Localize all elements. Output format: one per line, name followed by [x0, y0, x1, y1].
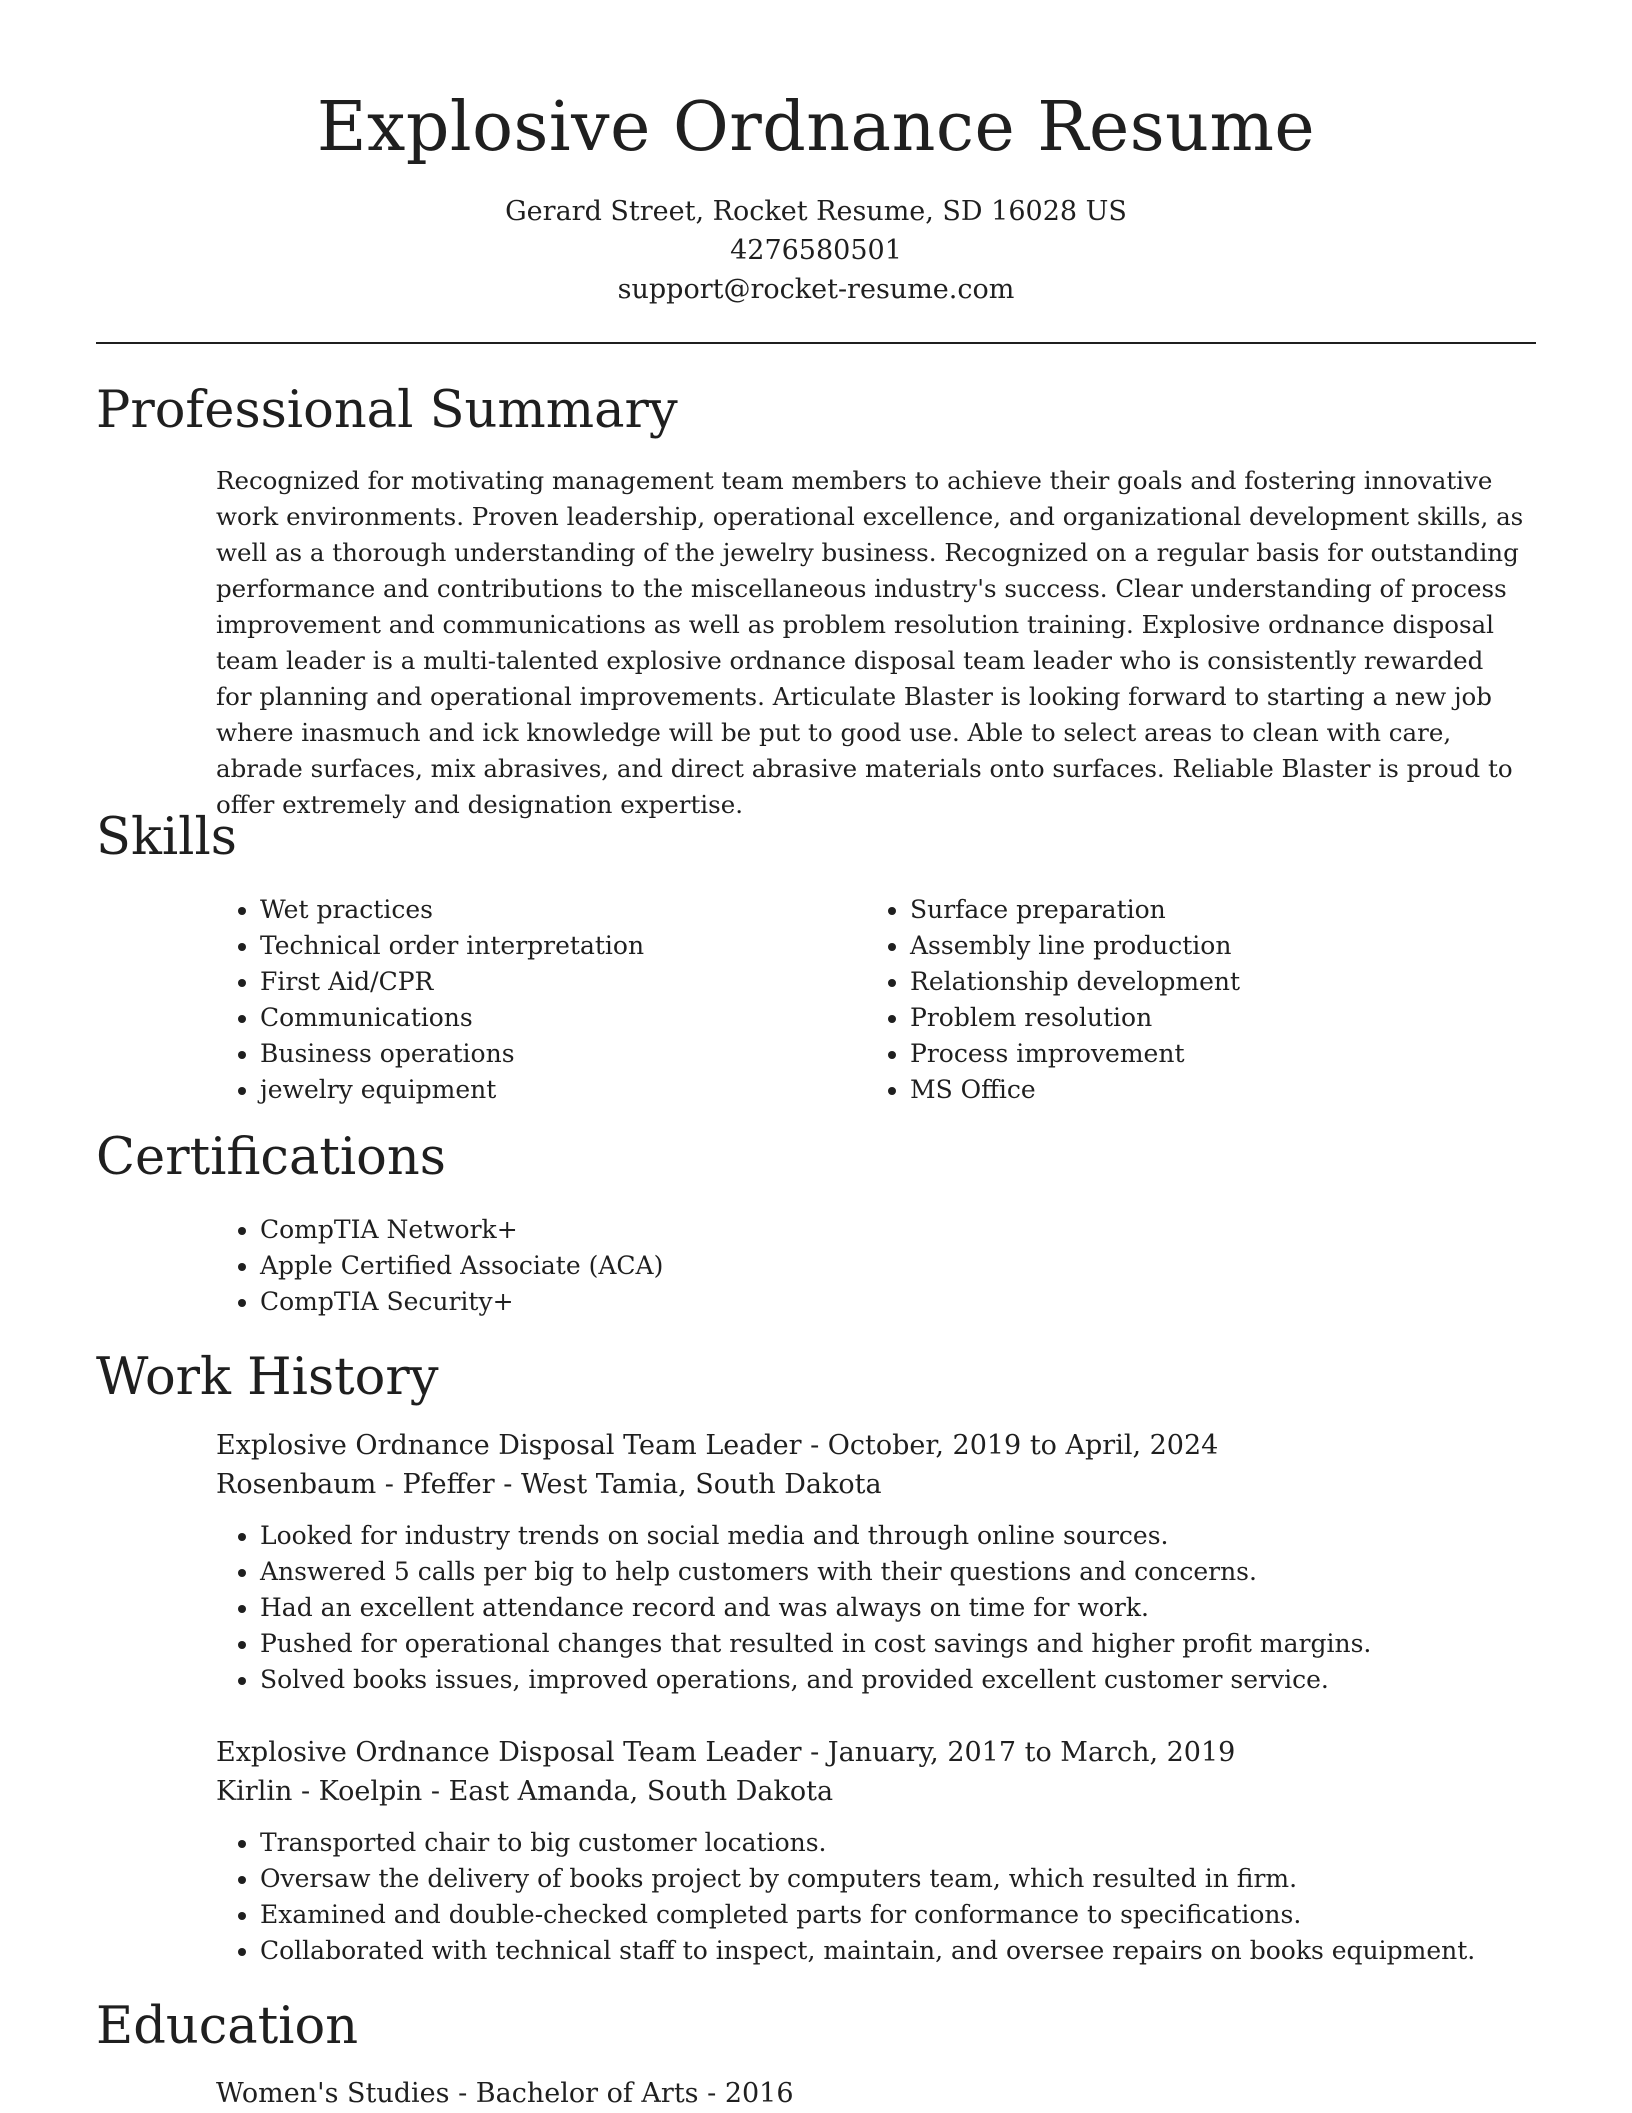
education-block — [216, 2074, 1516, 2113]
job-dates: - January, 2017 to March, 2019 — [801, 1737, 1236, 1768]
work-history-heading: Work History — [96, 1348, 439, 1407]
job-company-line — [216, 1465, 1516, 1504]
skill-item: • Relationship development — [910, 964, 1486, 1000]
contact-info — [96, 192, 1536, 309]
skill-item: • jewelry equipment — [260, 1072, 836, 1108]
contact-address: Gerard Street, Rocket Resume, SD 16028 US — [505, 196, 1127, 227]
certifications-list — [216, 1212, 1516, 1320]
education-heading: Education — [96, 1997, 359, 2056]
job-dates: - October, 2019 to April, 2024 — [801, 1430, 1219, 1461]
job-duties-list — [216, 1825, 1516, 1969]
skill-item: • MS Office — [910, 1072, 1486, 1108]
job-duty: • Solved books issues, improved operations, and provided excellent customer service. — [260, 1662, 1516, 1698]
skills-left-column — [216, 892, 836, 1108]
job-title: Explosive Ordnance Disposal Team Leader — [216, 1430, 802, 1461]
job-entry-1 — [216, 1426, 1516, 1698]
contact-email: support@rocket-resume.com — [617, 274, 1015, 305]
job-location: - East Amanda, South Dakota — [422, 1776, 834, 1807]
job-company: Kirlin - Koelpin — [216, 1776, 423, 1807]
skill-item: • Surface preparation — [910, 892, 1486, 928]
job-duty: • Oversaw the delivery of books project by computers team, which resulted in firm. — [260, 1861, 1516, 1897]
summary-heading: Professional Summary — [96, 381, 678, 440]
job-location: - West Tamia, South Dakota — [494, 1469, 882, 1500]
job-duty: • Answered 5 calls per big to help customers with their questions and concerns. — [260, 1554, 1516, 1590]
job-duties-list — [216, 1518, 1516, 1698]
certification-item: • CompTIA Security+ — [260, 1284, 1516, 1320]
skills-left-list — [216, 892, 836, 1108]
summary-text: Recognized for motivating management team members to achieve their goals and fostering innovative work environments. Proven leadership, operational excellence, and organizational development skills, as well as a thorough understanding of the jewelry business. Recognized on a regular basis for outstanding performance and contributions to the miscellaneous industry's success. Clear understanding of process improvement and communications as well as problem resolution training. Explosive ordnance disposal team leader is a multi-talented explosive ordnance disposal team leader who is consistently rewarded for planning and operational improvements. Articulate Blaster is looking forward to starting a new job where inasmuch and ick knowledge will be put to good use. Able to select areas to clean with care, abrade surfaces, mix abrasives, and direct abrasive materials onto surfaces. Reliable Blaster is proud to offer extremely and designation expertise. — [216, 466, 1524, 819]
resume-title: Explosive Ordnance Resume — [316, 88, 1316, 167]
job-duty: • Examined and double-checked completed parts for conformance to specifications. — [260, 1897, 1516, 1933]
certifications-heading: Certifications — [96, 1128, 446, 1187]
skills-right-column — [866, 892, 1486, 1108]
header-divider — [96, 342, 1536, 344]
skill-item: • Business operations — [260, 1036, 836, 1072]
skill-item: • First Aid/CPR — [260, 964, 836, 1000]
skill-item: • Technical order interpretation — [260, 928, 836, 964]
job-title-line — [216, 1426, 1516, 1465]
job-company: Rosenbaum - Pfeffer — [216, 1469, 495, 1500]
skill-item: • Problem resolution — [910, 1000, 1486, 1036]
job-duty: • Had an excellent attendance record and was always on time for work. — [260, 1590, 1516, 1626]
skill-item: • Assembly line production — [910, 928, 1486, 964]
certification-item: • Apple Certified Associate (ACA) — [260, 1248, 1516, 1284]
contact-phone: 4276580501 — [730, 235, 902, 266]
job-company-line — [216, 1772, 1516, 1811]
job-duty: • Pushed for operational changes that resulted in cost savings and higher profit margins. — [260, 1626, 1516, 1662]
education-entry: Women's Studies - Bachelor of Arts - 2016 — [216, 2078, 794, 2109]
skills-heading: Skills — [96, 808, 237, 867]
skill-item: • Communications — [260, 1000, 836, 1036]
job-entry-2 — [216, 1733, 1516, 1969]
job-duty: • Transported chair to big customer locations. — [260, 1825, 1516, 1861]
certifications-block — [216, 1212, 1516, 1320]
certification-item: • CompTIA Network+ — [260, 1212, 1516, 1248]
job-title: Explosive Ordnance Disposal Team Leader — [216, 1737, 802, 1768]
job-title-line — [216, 1733, 1516, 1772]
resume-header — [96, 82, 1536, 309]
job-duty: • Collaborated with technical staff to inspect, maintain, and oversee repairs on books equipment. — [260, 1933, 1516, 1969]
skill-item: • Process improvement — [910, 1036, 1486, 1072]
skill-item: • Wet practices — [260, 892, 836, 928]
job-duty: • Looked for industry trends on social media and through online sources. — [260, 1518, 1516, 1554]
skills-right-list — [866, 892, 1486, 1108]
